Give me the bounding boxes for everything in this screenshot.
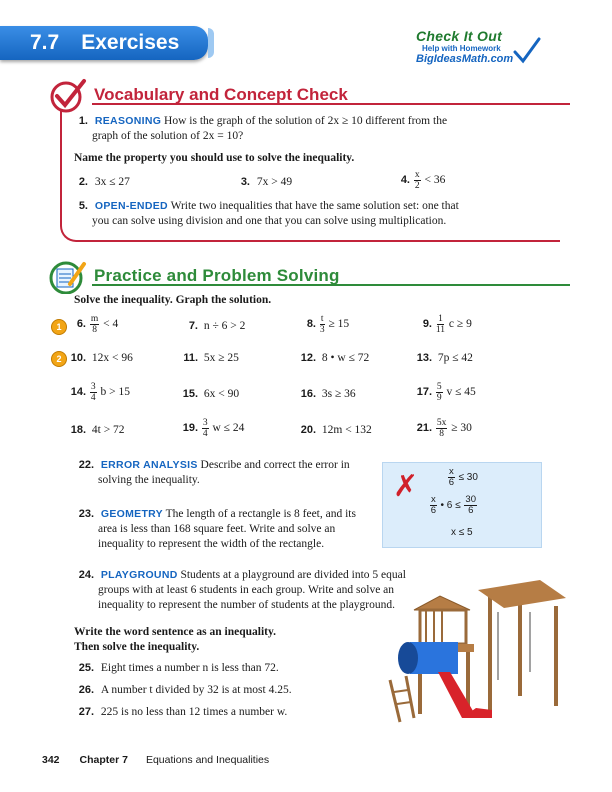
exercise-text: you can solve using division and one that you can solve using multiplication.	[92, 215, 447, 227]
exercise-number: 4.	[400, 174, 410, 187]
page-number: 342	[42, 754, 60, 766]
exercise-number: 2.	[78, 176, 88, 188]
exercise-23	[74, 507, 394, 552]
fraction: $\frac{x}{2}$	[414, 170, 420, 191]
exercise-expression: 7p ≤ 42	[437, 352, 473, 364]
exercise-text: Write two inequalities that have the same solution set: one that	[170, 200, 459, 212]
exercise-15	[178, 388, 239, 400]
exercise-number: 21.	[416, 422, 432, 435]
exercise-3	[232, 176, 292, 188]
section-title: Exercises	[81, 31, 180, 54]
exercise-number: 6.	[76, 318, 86, 331]
exercise-19	[178, 418, 244, 439]
exercise-text: inequality to represent the width of the rectangle.	[98, 538, 325, 550]
exercise-11	[178, 352, 239, 364]
exercise-number: 3.	[240, 176, 250, 188]
exercise-text: solving the inequality.	[98, 474, 200, 486]
exercise-6	[66, 314, 118, 335]
exercise-8	[296, 314, 349, 335]
exercise-text: The length of a rectangle is 8 feet, and its	[165, 508, 356, 520]
exercise-expression: 12m < 132	[321, 424, 372, 436]
exercise-number: 18.	[70, 424, 86, 436]
vocab-instruction: Name the property you should use to solve the inequality.	[74, 152, 355, 164]
exercise-16	[296, 388, 356, 400]
footer-chapter-title: Equations and Inequalities	[145, 754, 270, 766]
error-analysis-box	[382, 462, 542, 548]
fraction: $\frac{5x}{8}$	[436, 418, 447, 439]
exercise-text: Describe and correct the error in	[200, 459, 350, 471]
vocab-title: Vocabulary and Concept Check	[94, 85, 348, 104]
pencil-notepad-icon	[48, 258, 88, 294]
exercise-number: 1.	[78, 115, 88, 127]
exercise-2	[70, 176, 130, 188]
fraction: $\frac{1}{11}$	[435, 314, 446, 335]
exercise-number: 20.	[300, 424, 316, 436]
exercise-expression: 8 • w ≤ 72	[321, 352, 370, 364]
exercise-1	[70, 114, 550, 144]
fraction: $\frac{3}{4}$	[90, 382, 96, 403]
exercise-expression: ≥ 30	[451, 422, 472, 435]
exercise-expression: 5x ≥ 25	[203, 352, 239, 364]
exercise-expression: < 36	[424, 174, 446, 187]
exercise-number: 22.	[78, 459, 94, 471]
exercise-number: 27.	[78, 706, 94, 718]
practice-instruction: Solve the inequality. Graph the solution.	[74, 294, 272, 306]
exercise-number: 14.	[70, 386, 86, 399]
exercise-expression: 4t > 72	[91, 424, 125, 436]
exercise-expression: 12x < 96	[91, 352, 133, 364]
exercise-expression: b > 15	[100, 386, 130, 399]
exercise-number: 8.	[306, 318, 316, 331]
fraction: $\frac{m}{8}$	[90, 314, 99, 335]
exercise-expression: < 4	[103, 318, 119, 331]
page-footer	[42, 754, 269, 766]
error-work-line1: $\frac{x}{6}$ ≤ 30	[448, 466, 478, 488]
exercise-13	[412, 352, 473, 364]
exercise-text: area is less than 168 square feet. Write and solve an	[98, 523, 336, 535]
exercise-number: 12.	[300, 352, 316, 364]
exercise-number: 19.	[182, 422, 198, 435]
exercise-number: 11.	[183, 352, 198, 364]
help-badge-1[interactable]: 1	[52, 320, 66, 334]
exercise-number: 13.	[416, 352, 432, 364]
exercise-27	[74, 706, 287, 718]
exercise-number: 15.	[182, 388, 198, 400]
exercise-text: Students at a playground are divided into 5 equal	[180, 569, 406, 581]
instruction-line: Write the word sentence as an inequality.	[74, 626, 276, 638]
exercise-expression: ≥ 15	[328, 318, 350, 331]
error-work-line3: x ≤ 5	[451, 527, 473, 538]
exercise-expression: w ≤ 24	[212, 422, 245, 435]
exercise-number: 24.	[78, 569, 94, 581]
playground-illustration	[380, 576, 570, 726]
exercise-number: 10.	[70, 352, 86, 364]
exercise-5	[70, 199, 560, 229]
exercise-22	[74, 458, 374, 488]
exercise-4	[392, 170, 445, 191]
error-x-mark: ✗	[393, 469, 419, 504]
fraction: $\frac{3}{4}$	[202, 418, 208, 439]
fraction: $\frac{5}{9}$	[436, 382, 442, 403]
logo-line3: BigIdeasMath.com	[416, 53, 514, 65]
exercise-expression: 3s ≥ 36	[321, 388, 356, 400]
error-work-line2: $\frac{x}{6}$ • 6 ≤ $\frac{30}{6}$	[430, 494, 476, 516]
vocab-heading	[48, 77, 348, 113]
section-number: 7.7	[30, 31, 60, 54]
exercise-number: 16.	[300, 388, 316, 400]
exercise-number: 7.	[188, 320, 198, 332]
exercise-expression: 7x > 49	[256, 176, 293, 188]
checkmark-icon	[512, 36, 542, 66]
exercise-25	[74, 662, 279, 674]
exercise-10	[66, 352, 133, 364]
footer-chapter: Chapter 7	[79, 754, 128, 766]
section-header-tab	[0, 26, 208, 60]
exercise-number: 5.	[78, 200, 88, 212]
logo-line2: Help with Homework	[422, 44, 501, 53]
exercise-text: groups with at least 6 students in each group. Write and solve an	[98, 584, 395, 596]
exercise-expression: v ≤ 45	[446, 386, 476, 399]
word-sentence-instruction	[74, 625, 276, 655]
exercise-number: 25.	[78, 662, 94, 674]
exercise-keyword: REASONING	[94, 115, 162, 127]
exercise-expression: n ÷ 6 > 2	[203, 320, 246, 332]
exercise-keyword: GEOMETRY	[100, 508, 163, 520]
fraction: $\frac{t}{3}$	[319, 314, 325, 335]
exercise-text: A number t divided by 32 is at most 4.25.	[100, 684, 292, 696]
practice-title: Practice and Problem Solving	[94, 266, 340, 285]
exercise-21	[412, 418, 472, 439]
instruction-line: Then solve the inequality.	[74, 641, 200, 653]
exercise-number: 17.	[416, 386, 432, 399]
exercise-17	[412, 382, 476, 403]
exercise-12	[296, 352, 369, 364]
check-it-out-logo[interactable]	[416, 28, 544, 78]
exercise-text: How is the graph of the solution of 2x ≥ 10 different from the	[164, 115, 448, 127]
exercise-9	[412, 314, 472, 335]
red-check-circle-icon	[48, 77, 88, 113]
exercise-expression: 6x < 90	[203, 388, 240, 400]
exercise-number: 23.	[78, 508, 94, 520]
exercise-keyword: OPEN-ENDED	[94, 200, 168, 212]
exercise-text: inequality to represent the number of students at the playground.	[98, 599, 396, 611]
exercise-20	[296, 424, 372, 436]
exercise-text: graph of the solution of 2x = 10?	[92, 130, 244, 142]
exercise-7	[178, 320, 245, 332]
exercise-14	[66, 382, 130, 403]
exercise-text: Eight times a number n is less than 72.	[100, 662, 279, 674]
help-badge-2[interactable]: 2	[52, 352, 66, 366]
exercise-number: 9.	[422, 318, 432, 331]
exercise-keyword: ERROR ANALYSIS	[100, 459, 198, 471]
practice-heading	[48, 258, 340, 294]
exercise-keyword: PLAYGROUND	[100, 569, 178, 581]
exercise-18	[66, 424, 125, 436]
logo-line1: Check It Out	[416, 28, 503, 44]
exercise-expression: c ≥ 9	[448, 318, 472, 331]
exercise-expression: 3x ≤ 27	[94, 176, 130, 188]
exercise-text: 225 is no less than 12 times a number w.	[100, 706, 288, 718]
exercise-number: 26.	[78, 684, 94, 696]
exercise-26	[74, 684, 292, 696]
